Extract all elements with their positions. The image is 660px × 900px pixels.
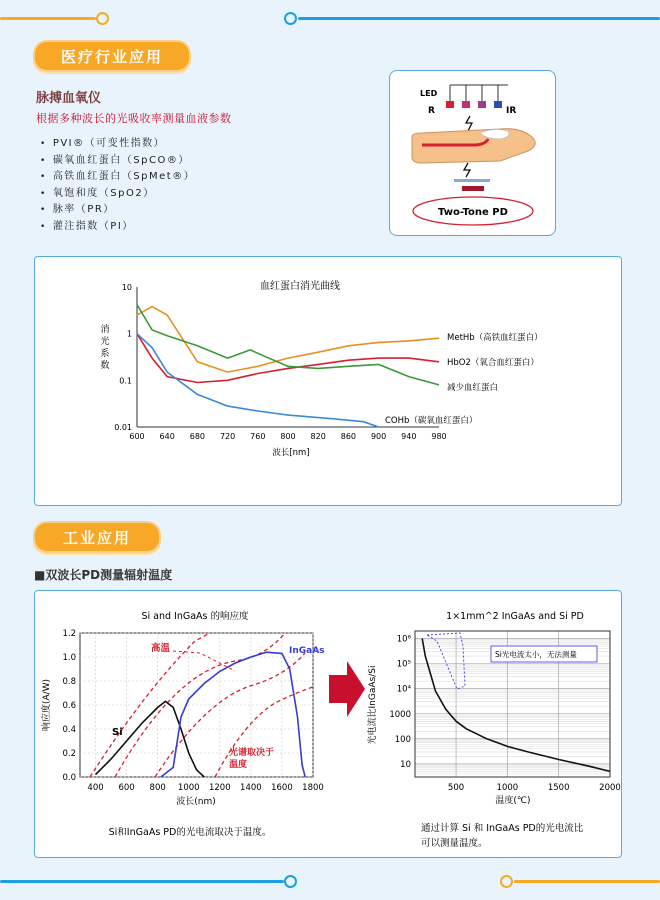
x-tick-label: 860 bbox=[340, 432, 357, 441]
x-tick-label: 400 bbox=[87, 783, 104, 793]
x-tick-label: 940 bbox=[401, 432, 417, 441]
right-caption: 通过计算 Si 和 InGaAs PD的光电流比 bbox=[421, 823, 584, 834]
y-axis-label: 响应度(A/W) bbox=[42, 678, 52, 732]
x-tick-label: 1000 bbox=[177, 783, 200, 793]
chart-title: 血红蛋白消光曲线 bbox=[260, 281, 340, 292]
left-caption: Si和InGaAs PD的光电流取决于温度。 bbox=[108, 827, 272, 838]
led-red-icon bbox=[446, 101, 454, 108]
bottom-deco-dot-right bbox=[500, 875, 513, 888]
chart-title: 1×1mm^2 InGaAs and Si PD bbox=[446, 611, 584, 622]
y-tick-label: 100 bbox=[394, 734, 411, 745]
x-tick-label: 1800 bbox=[302, 783, 324, 793]
ratio-chart bbox=[365, 591, 625, 857]
x-tick-label: 760 bbox=[250, 432, 266, 441]
y-tick-label: 1000 bbox=[389, 709, 411, 720]
bottom-deco-line-right bbox=[514, 880, 660, 883]
blackbody-curve bbox=[155, 653, 305, 777]
y-tick-label: 10 bbox=[121, 283, 132, 292]
list-item: • 氧饱和度（SpO2） bbox=[40, 186, 195, 203]
light-bolt-icon bbox=[464, 163, 470, 177]
y-tick-label: 1.0 bbox=[62, 653, 76, 663]
led-label: LED bbox=[420, 89, 438, 98]
y-tick-label: 10⁵ bbox=[396, 659, 411, 670]
chart-title: Si and InGaAs 的响应度 bbox=[141, 611, 249, 622]
series-label: MetHb（高铁血红蛋白） bbox=[447, 333, 543, 343]
y-tick-label: 10 bbox=[400, 759, 411, 770]
medical-section-title: 医疗行业应用 bbox=[33, 40, 191, 72]
light-bolt-icon bbox=[466, 116, 472, 131]
extinction-chart bbox=[35, 257, 621, 505]
list-item: • 碳氧血红蛋白（SpCO®） bbox=[40, 153, 195, 170]
ir-label: IR bbox=[506, 106, 517, 116]
arrow-right-icon bbox=[327, 659, 367, 719]
y-tick-label: 0.8 bbox=[62, 677, 76, 687]
right-caption: 可以测量温度。 bbox=[421, 838, 488, 849]
top-deco-dot-left bbox=[96, 12, 109, 25]
x-tick-label: 1400 bbox=[240, 783, 262, 793]
extinction-chart-card bbox=[34, 256, 622, 506]
y-tick-label: 1.2 bbox=[62, 629, 76, 639]
list-item: • 灌注指数（PI） bbox=[40, 219, 195, 236]
x-axis-label: 温度(℃) bbox=[495, 796, 531, 806]
x-tick-label: 1500 bbox=[547, 783, 570, 793]
series-label: Si bbox=[112, 727, 123, 738]
filter-icon bbox=[454, 179, 490, 182]
pd-label: Two-Tone PD bbox=[438, 207, 508, 218]
x-tick-label: 820 bbox=[310, 432, 326, 441]
y-tick-label: 0.6 bbox=[62, 701, 76, 711]
x-tick-label: 800 bbox=[149, 783, 166, 793]
x-tick-label: 500 bbox=[447, 783, 465, 793]
y-tick-label: 0.2 bbox=[62, 749, 76, 759]
device-subtitle: 根据多种波长的光吸收率测量血液参数 bbox=[36, 112, 232, 125]
series-line bbox=[137, 307, 439, 373]
parameter-list bbox=[40, 136, 195, 235]
device-title: 脉搏血氧仪 bbox=[36, 91, 102, 106]
led-icon bbox=[478, 101, 486, 108]
series-label: HbO2（氧合血红蛋白） bbox=[447, 358, 539, 368]
series-line bbox=[96, 701, 205, 777]
x-tick-label: 1600 bbox=[271, 783, 293, 793]
oximeter-diagram-card bbox=[389, 70, 556, 236]
x-tick-label: 980 bbox=[431, 432, 447, 441]
x-tick-label: 2000 bbox=[599, 783, 621, 793]
y-axis-label: 光电流比InGaAs/Si bbox=[368, 665, 378, 745]
annotation-label: 光谱取决于温度 bbox=[229, 748, 275, 770]
bottom-deco-dot-left bbox=[284, 875, 297, 888]
x-tick-label: 600 bbox=[129, 432, 145, 441]
y-tick-label: 0.4 bbox=[62, 725, 76, 735]
series-label: InGaAs bbox=[289, 646, 325, 656]
x-axis-label: 波长[nm] bbox=[272, 448, 310, 458]
y-tick-label: 0.0 bbox=[62, 773, 76, 783]
x-tick-label: 680 bbox=[189, 432, 206, 441]
series-label: 减少血红蛋白 bbox=[447, 383, 499, 393]
y-tick-label: 0.01 bbox=[114, 423, 132, 432]
x-tick-label: 600 bbox=[118, 783, 135, 793]
y-axis-label: 消光系数 bbox=[100, 325, 110, 371]
industrial-card bbox=[34, 590, 622, 858]
top-deco-line-left bbox=[0, 17, 96, 20]
industrial-section-title: 工业应用 bbox=[33, 521, 161, 553]
series-line bbox=[137, 305, 439, 385]
top-deco-dot-right bbox=[284, 12, 297, 25]
series-label: COHb（碳氧血红蛋白） bbox=[385, 416, 478, 426]
oximeter-diagram bbox=[390, 71, 555, 235]
x-tick-label: 720 bbox=[219, 432, 236, 441]
list-item: • 脉率（PR） bbox=[40, 202, 195, 219]
x-tick-label: 640 bbox=[159, 432, 175, 441]
photodiode-icon bbox=[462, 186, 484, 191]
top-deco-line-right bbox=[298, 17, 660, 20]
annotation-label: Si光电流太小，无法测量 bbox=[495, 650, 577, 659]
y-tick-label: 10⁶ bbox=[396, 634, 411, 645]
led-icon bbox=[462, 101, 470, 108]
list-item: • 高铁血红蛋白（SpMet®） bbox=[40, 169, 195, 186]
x-tick-label: 1000 bbox=[496, 783, 519, 793]
x-axis-label: 波长(nm) bbox=[176, 797, 216, 807]
x-tick-label: 800 bbox=[280, 432, 296, 441]
annotation-label: 高温 bbox=[151, 643, 171, 654]
y-tick-label: 0.1 bbox=[119, 376, 132, 386]
bottom-deco-line-left bbox=[0, 880, 284, 883]
list-item: • PVI®（可变性指数） bbox=[40, 136, 195, 153]
led-ir-icon bbox=[494, 101, 502, 108]
r-label: R bbox=[428, 106, 435, 116]
response-chart bbox=[35, 591, 345, 857]
x-tick-label: 1200 bbox=[208, 783, 231, 793]
x-tick-label: 900 bbox=[370, 432, 387, 441]
y-tick-label: 1 bbox=[126, 329, 132, 339]
industrial-heading: ■双波长PD测量辐射温度 bbox=[34, 568, 173, 582]
y-tick-label: 10⁴ bbox=[396, 684, 411, 695]
